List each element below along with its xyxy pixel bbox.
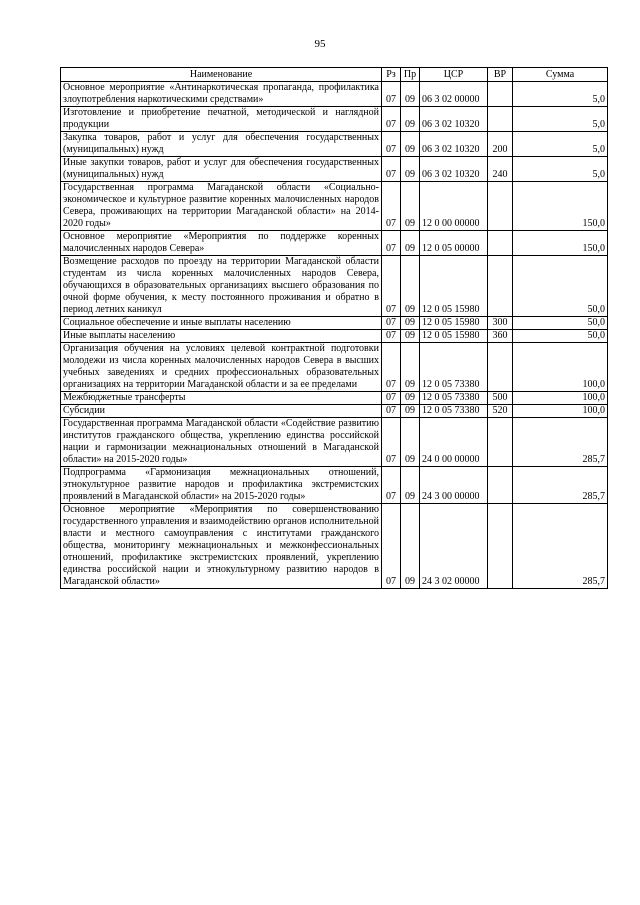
row-name: Основное мероприятие «Мероприятия по поддержке коренных малочисленных народов Севера» [61, 231, 382, 256]
row-pr: 09 [401, 256, 420, 317]
table-body [61, 82, 608, 589]
row-pr: 09 [401, 504, 420, 589]
row-rz: 07 [382, 405, 401, 418]
row-name: Государственная программа Магаданской области «Социально-экономическое и культурное развитие коренных малочисленных народов Севера, проживающих на территории Магаданской области» на 2014-2020 годы» [61, 182, 382, 231]
row-rz: 07 [382, 418, 401, 467]
header-rz: Рз [382, 68, 401, 82]
row-vr: 360 [488, 330, 513, 343]
table-row [61, 330, 608, 343]
row-sum: 100,0 [513, 392, 608, 405]
header-vr: ВР [488, 68, 513, 82]
table-row [61, 418, 608, 467]
row-name: Иные выплаты населению [61, 330, 382, 343]
row-sum: 285,7 [513, 418, 608, 467]
row-name: Иные закупки товаров, работ и услуг для обеспечения государственных (муниципальных) нужд [61, 157, 382, 182]
row-pr: 09 [401, 343, 420, 392]
row-name: Закупка товаров, работ и услуг для обеспечения государственных (муниципальных) нужд [61, 132, 382, 157]
table-row [61, 231, 608, 256]
row-csr: 12 0 05 15980 [420, 256, 488, 317]
row-vr [488, 107, 513, 132]
row-csr: 06 3 02 00000 [420, 82, 488, 107]
row-sum: 5,0 [513, 157, 608, 182]
row-rz: 07 [382, 132, 401, 157]
row-name: Изготовление и приобретение печатной, методической и наглядной продукции [61, 107, 382, 132]
row-rz: 07 [382, 330, 401, 343]
row-vr: 520 [488, 405, 513, 418]
row-csr: 12 0 05 00000 [420, 231, 488, 256]
header-sum: Сумма [513, 68, 608, 82]
row-rz: 07 [382, 392, 401, 405]
row-sum: 100,0 [513, 405, 608, 418]
row-sum: 50,0 [513, 330, 608, 343]
table-header-row [61, 68, 608, 82]
row-sum: 5,0 [513, 132, 608, 157]
row-pr: 09 [401, 182, 420, 231]
row-rz: 07 [382, 82, 401, 107]
table-row [61, 157, 608, 182]
row-rz: 07 [382, 157, 401, 182]
table-row [61, 107, 608, 132]
row-sum: 285,7 [513, 467, 608, 504]
table-row [61, 317, 608, 330]
table-row [61, 182, 608, 231]
row-sum: 50,0 [513, 256, 608, 317]
row-csr: 12 0 05 15980 [420, 317, 488, 330]
row-name: Основное мероприятие «Мероприятия по совершенствованию государственного управления и взаимодействию органов исполнительной власти и местного самоуправления с институтами гражданского общества, мониторингу межнациональных и межконфессиональных отношений, профилактике экстремистских проявлений, укреплению единства российской нации и этнокультурному развитию народов в Магаданской области» [61, 504, 382, 589]
row-pr: 09 [401, 405, 420, 418]
table-row [61, 82, 608, 107]
row-vr: 240 [488, 157, 513, 182]
table-row [61, 343, 608, 392]
row-sum: 100,0 [513, 343, 608, 392]
row-name: Подпрограмма «Гармонизация межнациональных отношений, этнокультурное развитие народов и профилактика экстремистских проявлений в Магаданской области» на 2015-2020 годы» [61, 467, 382, 504]
row-csr: 06 3 02 10320 [420, 107, 488, 132]
row-csr: 06 3 02 10320 [420, 132, 488, 157]
table-row [61, 405, 608, 418]
row-csr: 24 3 02 00000 [420, 504, 488, 589]
budget-table [60, 67, 608, 589]
row-csr: 24 0 00 00000 [420, 418, 488, 467]
row-csr: 12 0 05 73380 [420, 405, 488, 418]
row-sum: 150,0 [513, 182, 608, 231]
row-rz: 07 [382, 343, 401, 392]
row-vr [488, 182, 513, 231]
row-pr: 09 [401, 132, 420, 157]
row-csr: 06 3 02 10320 [420, 157, 488, 182]
row-csr: 12 0 05 15980 [420, 330, 488, 343]
row-vr [488, 231, 513, 256]
row-pr: 09 [401, 467, 420, 504]
row-rz: 07 [382, 504, 401, 589]
row-csr: 12 0 00 00000 [420, 182, 488, 231]
row-vr: 200 [488, 132, 513, 157]
row-pr: 09 [401, 231, 420, 256]
row-pr: 09 [401, 418, 420, 467]
row-vr [488, 343, 513, 392]
table-row [61, 504, 608, 589]
row-csr: 12 0 05 73380 [420, 343, 488, 392]
table-row [61, 392, 608, 405]
row-rz: 07 [382, 317, 401, 330]
table-row [61, 256, 608, 317]
row-vr [488, 256, 513, 317]
table-row [61, 132, 608, 157]
header-csr: ЦСР [420, 68, 488, 82]
row-vr: 300 [488, 317, 513, 330]
row-sum: 50,0 [513, 317, 608, 330]
page-number: 95 [314, 38, 326, 50]
row-sum: 5,0 [513, 82, 608, 107]
row-sum: 150,0 [513, 231, 608, 256]
row-csr: 12 0 05 73380 [420, 392, 488, 405]
header-pr: Пр [401, 68, 420, 82]
row-rz: 07 [382, 231, 401, 256]
row-name: Социальное обеспечение и иные выплаты населению [61, 317, 382, 330]
table-row [61, 467, 608, 504]
row-vr [488, 418, 513, 467]
row-name: Организация обучения на условиях целевой контрактной подготовки молодежи из числа коренных малочисленных народов Севера в высших учебных заведениях и средних профессиональных образовательных организациях на территории Магаданской области и за ее пределами [61, 343, 382, 392]
header-name: Наименование [61, 68, 382, 82]
row-name: Возмещение расходов по проезду на территории Магаданской области студентам из числа коренных малочисленных народов Севера, обучающихся в образовательных организациях высшего образования по очной форме обучения, к месту постоянного проживания и обратно в период летних каникул [61, 256, 382, 317]
row-vr [488, 82, 513, 107]
row-pr: 09 [401, 157, 420, 182]
row-pr: 09 [401, 392, 420, 405]
row-name: Государственная программа Магаданской области «Содействие развитию институтов гражданского общества, укреплению единства российской нации и гармонизации межнациональных отношений в Магаданской области» на 2015-2020 годы» [61, 418, 382, 467]
row-sum: 285,7 [513, 504, 608, 589]
row-pr: 09 [401, 82, 420, 107]
row-vr: 500 [488, 392, 513, 405]
row-pr: 09 [401, 107, 420, 132]
row-rz: 07 [382, 107, 401, 132]
row-sum: 5,0 [513, 107, 608, 132]
row-name: Субсидии [61, 405, 382, 418]
row-rz: 07 [382, 256, 401, 317]
row-name: Межбюджетные трансферты [61, 392, 382, 405]
row-pr: 09 [401, 330, 420, 343]
row-name: Основное мероприятие «Антинаркотическая пропаганда, профилактика злоупотребления наркотическими средствами» [61, 82, 382, 107]
row-vr [488, 504, 513, 589]
row-rz: 07 [382, 182, 401, 231]
row-vr [488, 467, 513, 504]
row-csr: 24 3 00 00000 [420, 467, 488, 504]
row-rz: 07 [382, 467, 401, 504]
row-pr: 09 [401, 317, 420, 330]
